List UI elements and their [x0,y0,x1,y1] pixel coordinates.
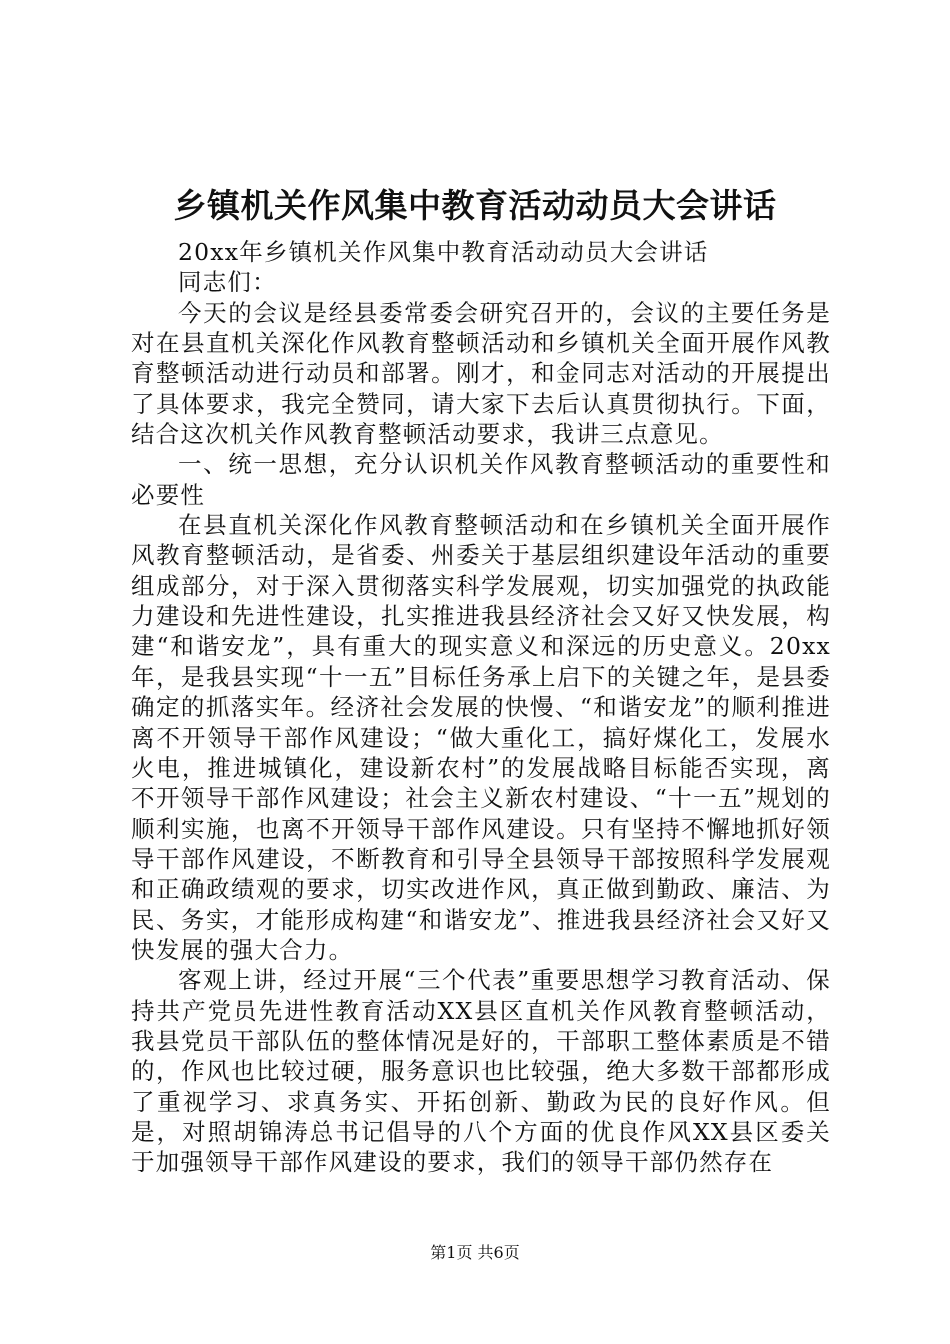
document-title: 乡镇机关作风集中教育活动动员大会讲话 [173,186,777,225]
section-heading: 一、统一思想，充分认识机关作风教育整顿活动的重要性和必要性 [131,450,831,509]
subtitle-paragraph: 20xx年乡镇机关作风集中教育活动动员大会讲话 [178,238,709,266]
page-footer: 第1页 共6页 [430,1243,520,1262]
body-paragraph: 客观上讲，经过开展“三个代表”重要思想学习教育活动、保持共产党员先进性教育活动XX县区直机关作风教育整顿活动，我县党员干部队伍的整体情况是好的，干部职工整体素质是不错的，作风也比较过硬，服务意识也比较强，绝大多数干部都形成了重视学习、求真务实、开拓创新、勤政为民的良好作风。但是，对照胡锦涛总书记倡导的八个方面的优良作风XX县区委关于加强领导干部作风建设的要求，我们的领导干部仍然存在 [131,966,831,1177]
body-paragraph: 今天的会议是经县委常委会研究召开的，会议的主要任务是对在县直机关深化作风教育整顿活动和乡镇机关全面开展作风教育整顿活动进行动员和部署。刚才，和金同志对活动的开展提出了具体要求，我完全赞同，请大家下去后认真贯彻执行。下面，结合这次机关作风教育整顿活动要求，我讲三点意见。 [131,298,831,449]
document-body [131,237,831,1178]
body-paragraph: 在县直机关深化作风教育整顿活动和在乡镇机关全面开展作风教育整顿活动，是省委、州委关于基层组织建设年活动的重要组成部分，对于深入贯彻落实科学发展观，切实加强党的执政能力建设和先进性建设，扎实推进我县经济社会又好又快发展，构建“和谐安龙”，具有重大的现实意义和深远的历史意义。20xx年，是我县实现“十一五”目标任务承上启下的关键之年，是县委确定的抓落实年。经济社会发展的快慢、“和谐安龙”的顺利推进离不开领导干部作风建设；“做大重化工，搞好煤化工，发展水火电，推进城镇化，建设新农村”的发展战略目标能否实现，离不开领导干部作风建设；社会主义新农村建设、“十一五”规划的顺利实施，也离不开领导干部作风建设。只有坚持不懈地抓好领导干部作风建设，不断教育和引导全县领导干部按照科学发展观和正确政绩观的要求，切实改进作风，真正做到勤政、廉洁、为民、务实，才能形成构建“和谐安龙”、推进我县经济社会又好又快发展的强大合力。 [131,511,831,964]
salutation-paragraph: 同志们： [178,268,277,297]
